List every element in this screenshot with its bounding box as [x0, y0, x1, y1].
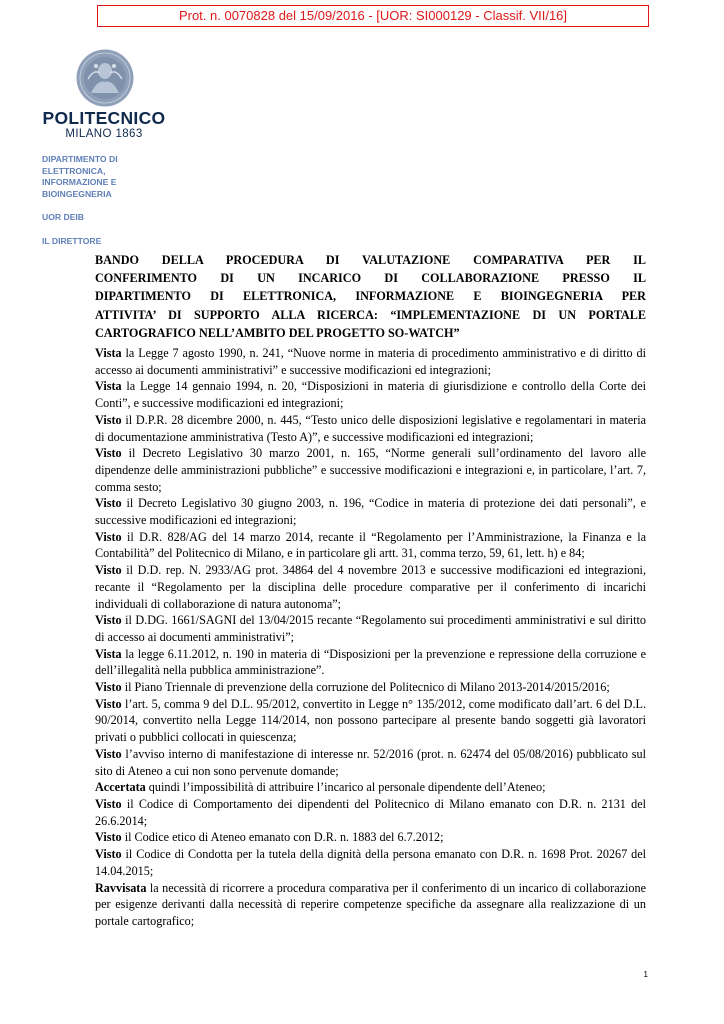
paragraph-lead: Visto — [95, 412, 122, 427]
paragraph-lead: Ravvisata — [95, 880, 147, 895]
paragraph-text: l’art. 5, comma 9 del D.L. 95/2012, convertito in Legge n° 135/2012, come modificato dall’art. 6 del D.L. 90/2014, convertito nella Legge 114/2014, non possono partecipare al presente bando soggetti già lavoratori privati o pubblici collocati in quiescenza; — [95, 696, 646, 745]
paragraph-text: il Codice etico di Ateneo emanato con D.R. n. 1883 del 6.7.2012; — [121, 830, 444, 845]
paragraph-lead: Visto — [95, 830, 122, 845]
paragraph-text: il Codice di Condotta per la tutela della dignità della persona emanato con D.R. n. 1698 Prot. 20267 del 14.04.2015; — [95, 847, 646, 878]
document-title — [95, 251, 646, 342]
department-line-4: BIOINGEGNERIA — [42, 188, 112, 199]
paragraph-text: quindi l’impossibilità di attribuire l’incarico al personale dipendente dell’Ateneo; — [145, 780, 546, 795]
paragraph-text: il D.DG. 1661/SAGNI del 13/04/2015 recante “Regolamento sui procedimenti amministrativi e sul diritto di accesso ai documenti amministrativi”; — [95, 613, 646, 644]
title-line: CARTOGRAFICO NELL’AMBITO DEL PROGETTO SO-WATCH” — [95, 325, 460, 340]
paragraph-text: il Piano Triennale di prevenzione della corruzione del Politecnico di Milano 2013-2014/2015/2016; — [121, 680, 610, 695]
paragraph-lead: Visto — [95, 563, 122, 578]
page-number: 1 — [643, 970, 648, 979]
paragraph-lead: Vista — [95, 346, 122, 360]
paragraph — [95, 696, 646, 746]
paragraph-text: la Legge 14 gennaio 1994, n. 20, “Disposizioni in materia di giurisdizione e controllo della Corte dei Conti”, e successive modificazioni ed integrazioni; — [95, 379, 646, 411]
paragraph — [95, 378, 646, 411]
paragraph — [95, 495, 646, 528]
uor-label: UOR DEIB — [42, 212, 85, 222]
department-line-3: INFORMAZIONE E — [42, 177, 117, 187]
paragraph — [95, 529, 646, 562]
protocol-stamp: Prot. n. 0070828 del 15/09/2016 - [UOR: SI000129 - Classif. VII/16] — [97, 5, 649, 27]
paragraph — [95, 445, 646, 495]
paragraph — [95, 412, 646, 445]
paragraph-lead: Visto — [95, 613, 122, 628]
paragraph-text: il D.D. rep. N. 2933/AG prot. 34864 del 4 novembre 2013 e successive modificazioni ed integrazioni, recante il “Regolamento per la disciplina delle procedure comparative per il conferimento di incarichi individuali di collaborazione di natura autonoma”; — [95, 563, 646, 611]
paragraph-text: il Decreto Legislativo 30 giugno 2003, n. 196, “Codice in materia di protezione dei dati personali”, e successive modificazioni ed integrazioni; — [95, 496, 646, 528]
department-line-1: DIPARTIMENTO DI — [42, 154, 118, 164]
paragraph-lead: Visto — [95, 680, 122, 695]
paragraph — [95, 562, 646, 612]
director-label: IL DIRETTORE — [42, 236, 102, 246]
paragraph — [95, 846, 646, 879]
paragraph — [95, 345, 646, 378]
paragraph — [95, 612, 646, 645]
paragraph — [95, 646, 646, 679]
paragraph-lead: Visto — [95, 696, 122, 711]
paragraph-text: la Legge 7 agosto 1990, n. 241, “Nuove norme in materia di procedimento amministrativo e di diritto di accesso ai documenti amministrativi” e successive modificazioni ed integrazioni; — [95, 346, 646, 377]
document-body — [95, 345, 646, 930]
paragraph-lead: Vista — [95, 646, 122, 661]
paragraph-lead: Visto — [95, 796, 122, 811]
logo-city: MILANO 1863 — [65, 128, 143, 140]
politecnico-seal-logo — [76, 49, 134, 107]
paragraph-text: il D.P.R. 28 dicembre 2000, n. 445, “Testo unico delle disposizioni legislative e regolamentari in materia di documentazione amministrativa (Testo A)”, e successive modificazioni ed integrazioni; — [95, 412, 646, 444]
paragraph — [95, 746, 646, 779]
paragraph-lead: Accertata — [95, 780, 146, 795]
paragraph-lead: Visto — [95, 446, 122, 461]
paragraph-text: il Codice di Comportamento dei dipendenti del Politecnico di Milano emanato con D.R. n. 2131 del 26.6.2014; — [95, 796, 646, 828]
paragraph — [95, 880, 646, 930]
title-line: CONFERIMENTO DI UN INCARICO DI COLLABORAZIONE PRESSO IL — [95, 271, 646, 286]
paragraph-lead: Visto — [95, 496, 122, 511]
paragraph-text: il Decreto Legislativo 30 marzo 2001, n. 165, “Norme generali sull’ordinamento del lavoro alle dipendenze delle amministrazioni pubbliche” e successive modificazioni e integrazioni e, in particolare, l’art. 7, comma sesto; — [95, 446, 646, 494]
paragraph-lead: Visto — [95, 847, 122, 862]
title-line: DIPARTIMENTO DI ELETTRONICA, INFORMAZIONE E BIOINGEGNERIA PER — [95, 289, 646, 304]
paragraph-text: la necessità di ricorrere a procedura comparativa per il conferimento di un incarico di collaborazione per esigenze derivanti dalla necessità di reperire competenze specifiche da assegnare alla realizzazione di un portale cartografico; — [95, 880, 646, 928]
paragraph-lead: Vista — [95, 379, 122, 394]
paragraph — [95, 679, 646, 696]
paragraph-text: l’avviso interno di manifestazione di interesse nr. 52/2016 (prot. n. 62474 del 05/08/2016) pubblicato sul sito di Ateneo a cui non sono pervenute domande; — [95, 746, 646, 778]
title-line: BANDO DELLA PROCEDURA DI VALUTAZIONE COMPARATIVA PER IL — [95, 253, 646, 267]
paragraph-lead: Visto — [95, 529, 122, 544]
paragraph-lead: Visto — [95, 746, 122, 761]
paragraph — [95, 829, 646, 846]
paragraph-text: il D.R. 828/AG del 14 marzo 2014, recante il “Regolamento per l’Amministrazione, la Finanza e la Contabilità” del Politecnico di Milano, e in particolare gli artt. 31, comma terzo, 59, 61, lett. h) e 84; — [95, 529, 646, 561]
logo-wordmark: POLITECNICO — [42, 108, 166, 128]
paragraph — [95, 779, 646, 796]
paragraph — [95, 796, 646, 829]
title-line: ATTIVITA’ DI SUPPORTO ALLA RICERCA: “IMPLEMENTAZIONE DI UN PORTALE — [95, 307, 646, 322]
paragraph-text: la legge 6.11.2012, n. 190 in materia di “Disposizioni per la prevenzione e repressione della corruzione e dell’illegalità nella pubblica amministrazione”. — [95, 646, 646, 678]
department-line-2: ELETTRONICA, — [42, 165, 106, 176]
